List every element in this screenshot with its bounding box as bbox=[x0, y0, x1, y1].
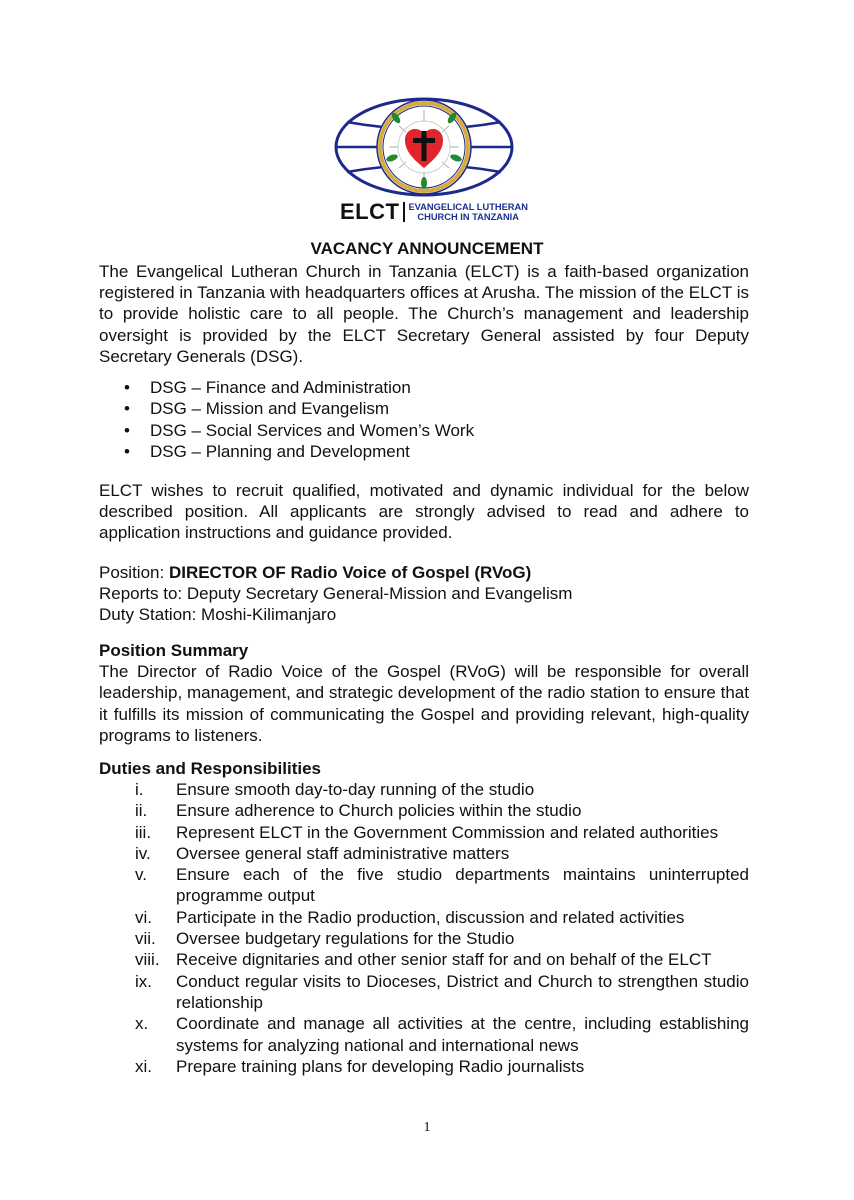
list-item bbox=[99, 928, 749, 949]
item-number: ix. bbox=[135, 971, 152, 991]
list-item: • DSG – Mission and Evangelism bbox=[120, 398, 474, 419]
recruit-text: ELCT wishes to recruit qualified, motivated and dynamic individual for the below described position. All applicants are strongly advised to read and adhere to application instructions and guidance provided. bbox=[99, 481, 749, 543]
section-heading: Duties and Responsibilities bbox=[99, 759, 321, 778]
intro-text: The Evangelical Lutheran Church in Tanzania (ELCT) is a faith-based organization registered in Tanzania with headquarters offices at Arusha. The mission of the ELCT is to provide holistic care to all people. The Church’s management and leadership oversight is provided by the ELCT Secretary General assisted by four Deputy Secretary Generals (DSG). bbox=[99, 262, 749, 366]
item-text: Ensure adherence to Church policies within the studio bbox=[176, 801, 582, 821]
item-text: Ensure each of the five studio departments maintains uninterrupted programme output bbox=[176, 865, 749, 906]
item-text: Receive dignitaries and other senior staff for and on behalf of the ELCT bbox=[176, 950, 712, 970]
logo-abbr: ELCT bbox=[340, 199, 400, 224]
item-number: iii. bbox=[135, 822, 152, 842]
position-details bbox=[99, 562, 749, 626]
intro-paragraph bbox=[99, 261, 749, 367]
item-text: Prepare training plans for developing Radio journalists bbox=[176, 1056, 585, 1076]
list-item bbox=[99, 1013, 749, 1056]
duties-list bbox=[99, 779, 749, 1077]
item-number: v. bbox=[135, 865, 147, 885]
recruit-paragraph bbox=[99, 480, 749, 544]
logo-wordmark bbox=[340, 199, 528, 225]
list-item bbox=[99, 800, 749, 821]
dsg-list bbox=[120, 377, 474, 462]
list-item: • DSG – Planning and Development bbox=[120, 441, 474, 462]
list-item bbox=[99, 1056, 749, 1077]
position-line bbox=[99, 562, 749, 583]
list-item bbox=[99, 779, 749, 800]
item-text: Ensure smooth day-to-day running of the studio bbox=[176, 780, 535, 799]
item-text: Conduct regular visits to Dioceses, District and Church to strengthen studio relationship bbox=[176, 971, 749, 1012]
list-item: • DSG – Finance and Administration bbox=[120, 377, 474, 398]
list-item: • DSG – Social Services and Women’s Work bbox=[120, 420, 474, 441]
item-number: iv. bbox=[135, 843, 151, 863]
position-label: Position: bbox=[99, 563, 169, 582]
summary-text: The Director of Radio Voice of the Gospel (RVoG) will be responsible for overall leadership, management, and strategic development of the radio station to ensure that it fulfills its mission of communicating the Gospel and providing relevant, high-quality programs to listeners. bbox=[99, 662, 749, 745]
item-text: Represent ELCT in the Government Commission and related authorities bbox=[176, 822, 719, 842]
item-text: Coordinate and manage all activities at the centre, including establishing systems for analyzing national and international news bbox=[176, 1014, 749, 1055]
list-item bbox=[99, 822, 749, 843]
item-number: x. bbox=[135, 1014, 149, 1034]
item-text: Oversee budgetary regulations for the Studio bbox=[176, 929, 515, 949]
item-text: Oversee general staff administrative matters bbox=[176, 843, 510, 863]
item-number: viii. bbox=[135, 950, 160, 970]
list-item bbox=[99, 864, 749, 907]
duty-station: Duty Station: Moshi-Kilimanjaro bbox=[99, 605, 337, 625]
logo-line-1: EVANGELICAL LUTHERAN bbox=[408, 202, 528, 212]
logo-divider bbox=[403, 202, 405, 222]
list-item bbox=[99, 907, 749, 928]
item-text: Participate in the Radio production, discussion and related activities bbox=[176, 907, 685, 927]
list-item bbox=[99, 949, 749, 970]
list-item bbox=[99, 843, 749, 864]
item-number: xi. bbox=[135, 1056, 152, 1076]
item-number: i. bbox=[135, 780, 144, 799]
item-number: vii. bbox=[135, 929, 156, 949]
page-number: 1 bbox=[423, 1120, 431, 1135]
item-number: vi. bbox=[135, 907, 152, 927]
section-heading: Position Summary bbox=[99, 641, 249, 660]
position-summary-section bbox=[99, 640, 749, 746]
logo-fullname bbox=[408, 202, 527, 222]
item-number: ii. bbox=[135, 801, 148, 821]
logo-line-2: CHURCH IN TANZANIA bbox=[417, 212, 519, 222]
reports-to: Reports to: Deputy Secretary General-Mission and Evangelism bbox=[99, 584, 573, 604]
page-title: VACANCY ANNOUNCEMENT bbox=[310, 239, 544, 258]
list-item bbox=[99, 971, 749, 1014]
duties-heading-wrap bbox=[99, 758, 749, 779]
position-value: DIRECTOR OF Radio Voice of Gospel (RVoG) bbox=[168, 563, 532, 582]
